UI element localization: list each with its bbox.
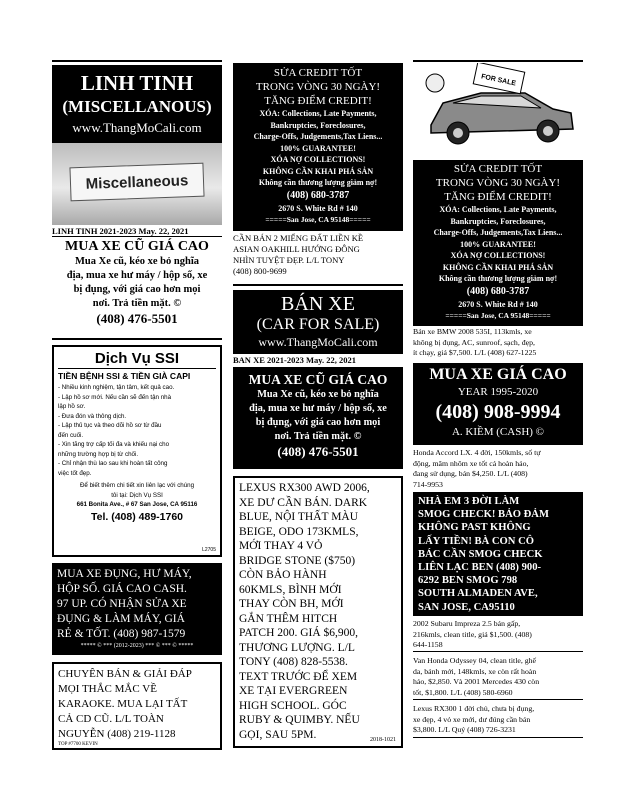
ad-ssi-code: L2705 <box>202 547 216 553</box>
ad-lexus-code: 2018-1021 <box>370 737 396 743</box>
ad-mua-xe-dung-line: RẺ & TỐT. (408) 987-1579 <box>57 628 186 640</box>
ad-lexus-line: PATCH 200. GIÁ $6,900, <box>239 627 359 639</box>
ad-lexus-line: THAY CÒN BH, MỚI <box>239 598 344 610</box>
car-sale-section-line: BAN XE 2021-2023 May. 22, 2021 <box>233 355 357 365</box>
ad-land-line: (408) 800-9699 <box>233 266 287 276</box>
ad-honda-line: 714-9953 <box>413 479 443 489</box>
misc-url: www.ThangMoCali.com <box>72 120 202 135</box>
ad-mua-xe-2 <box>233 367 403 469</box>
car-illustration <box>413 63 583 157</box>
ad-credit-2 <box>413 160 583 326</box>
ad-mua-xe-dung <box>52 563 222 655</box>
ad-lexus-line: MỚI THAY 4 VỎ <box>239 540 323 552</box>
ad-credit-2-detail-line: Bankruptcies, Foreclosures, <box>450 216 546 226</box>
ad-bmw-line: không bị đụng, AC, sunroof, sạch, đẹp, <box>413 337 535 347</box>
car-sale-title: BÁN XE <box>281 293 355 315</box>
ad-lexus-line: HIGH SCHOOL. GÓC <box>239 699 347 712</box>
ad-honda-line: Honda Accord LX. 4 đời, 150kmls, số tự <box>413 448 541 457</box>
ad-gia-cao-name: A. KIỀM (CASH) © <box>451 426 545 438</box>
ad-credit-2-phone: (408) 680-3787 <box>466 285 530 297</box>
ad-ssi-bullet: việc tốt đẹp. <box>58 469 92 477</box>
ad-lexus <box>233 476 403 748</box>
ad-lexus-line: GẮN THÊM HITCH <box>239 612 338 625</box>
ad-ssi-bullet: - Xin tăng trợ cấp tối đa và khiếu nại cho <box>58 441 170 448</box>
ad-land-line: NHÌN TUYỆT ĐẸP. L/L TONY <box>233 255 345 265</box>
ad-credit-1-detail <box>233 108 403 189</box>
ad-karaoke-code: TOP #7700 KEVIN <box>58 742 98 747</box>
ad-karaoke-line: MỌI THẮC MẮC VỀ <box>58 683 157 695</box>
ad-smog-body <box>418 495 578 614</box>
ad-ssi-contact-line: 661 Bonita Ave., # 67 San Jose, CA 95116 <box>76 501 198 508</box>
ad-karaoke-line: NGUYỄN (408) 219-1128 <box>58 728 176 740</box>
ad-mua-xe-1-title: MUA XE CŨ GIÁ CAO <box>65 239 209 254</box>
ad-land-line: CẦN BÁN 2 MIẾNG ĐẤT LIỀN KỀ <box>233 233 364 243</box>
ad-lexus-line: BLUE, NỘI THẤT MÀU <box>239 511 359 523</box>
car-sale-header <box>233 290 403 354</box>
ad-subaru-line: 644-1158 <box>413 640 443 649</box>
ad-mua-xe-1-line: Mua Xe cũ, kéo xe bỏ nghĩa <box>75 256 199 267</box>
ad-ssi-bullet: - Chỉ nhận thù lao sau khi hoàn tất công <box>58 460 168 467</box>
ad-karaoke-line: CHUYÊN BÁN & GIẢI ĐÁP <box>58 668 192 680</box>
ad-credit-1-address: 2670 S. White Rd # 140 <box>278 203 358 213</box>
ad-van-line: Van Honda Odyssey 04, clean title, ghế <box>413 656 536 665</box>
ad-ssi-subtitle: TIỀN BỆNH SSI & TIỀN GIÀ CAPI <box>58 371 191 381</box>
ad-credit-2-head <box>413 162 583 204</box>
ad-credit-2-detail-line: 100% GUARANTEE! <box>460 239 536 249</box>
ad-credit-2-head-line: SỬA CREDIT TỐT <box>453 163 543 175</box>
ad-subaru-line: 2002 Subaru Impreza 2.5 bán gấp, <box>413 619 521 628</box>
ad-lexus-line: TONY (408) 828-5538. <box>239 656 348 668</box>
ad-karaoke-line: CẢ CD CŨ. L/L TOÀN <box>58 713 164 725</box>
ad-credit-1-detail-line: Không cần thương lượng giảm nợ! <box>258 178 378 187</box>
ad-ssi-contact-line: tôi tại: Dịch Vụ SSI <box>111 491 163 499</box>
ad-mua-xe-2-line: bị đụng, với giá cao hơn mọi <box>255 417 381 428</box>
ad-subaru-line: 216kmls, clean title, giá $1,500. (408) <box>413 629 532 639</box>
ad-ssi-bullets <box>58 383 216 478</box>
ad-mua-xe-dung-line: ĐỤNG & LÀM MÁY, GIÁ <box>57 613 185 625</box>
ad-lexus-line: LEXUS RX300 AWD 2006, <box>239 482 370 494</box>
ad-land <box>233 233 403 281</box>
ad-smog-line: SMOG CHECK! BẢO ĐẢM <box>418 509 549 521</box>
ad-ssi-bullet: những trường hợp bị từ chối. <box>58 450 139 458</box>
ad-mua-xe-dung-footer: ***** © *** (2012-2023) *** © *** © ***** <box>80 643 194 649</box>
ad-mua-xe-1-line: địa, mua xe hư máy / hộp số, xe <box>66 270 208 281</box>
ad-gia-cao-years: YEAR 1995-2020 <box>457 386 539 398</box>
ad-mua-xe-1-body <box>52 255 222 311</box>
ad-mua-xe-1 <box>52 238 222 340</box>
ad-smog-line: LIÊN LẠC BEN (408) 900- <box>418 562 542 574</box>
ad-land-line: ASIAN OAKHILL HƯỚNG ĐÔNG <box>233 244 360 254</box>
ad-mua-xe-2-body <box>233 388 403 444</box>
top-rule-right <box>413 60 583 62</box>
ad-credit-2-detail-line: Không cần thương lượng giảm nợ! <box>438 274 558 283</box>
ad-smog-line: SAN JOSE, CA95110 <box>418 601 515 613</box>
ad-credit-1-head-line: TĂNG ĐIỂM CREDIT! <box>264 95 372 107</box>
ad-ssi-contact <box>58 481 216 510</box>
ad-karaoke-body <box>58 667 216 742</box>
ad-ssi-title: Dịch Vụ SSI <box>58 350 216 369</box>
ad-mua-xe-dung-body <box>57 567 217 642</box>
ad-mua-xe-dung-line: 97 UP. CÓ NHẬN SỬA XE <box>57 598 187 610</box>
ad-credit-2-head-line: TRONG VÒNG 30 NGÀY! <box>435 177 561 189</box>
ad-credit-2-detail-line: XÓA NỢ COLLECTIONS! <box>450 251 546 260</box>
ad-karaoke <box>52 662 222 750</box>
ad-smog-line: BÁC CẦN SMOG CHECK <box>418 548 543 560</box>
ad-lexus-body <box>239 481 397 742</box>
ad-honda-line: đang sử dụng, bán $4,250. L/L (408) <box>413 469 528 478</box>
ad-credit-1-head-line: SỬA CREDIT TỐT <box>273 67 363 79</box>
ad-credit-2-head-line: TĂNG ĐIỂM CREDIT! <box>444 191 552 203</box>
ad-smog-line: KHÔNG PAST KHÔNG <box>418 522 531 534</box>
ad-bmw-line: Bán xe BMW 2008 535I, 113kmls, xe <box>413 327 532 336</box>
ad-mua-xe-2-line: nơi. Trả tiền mặt. © <box>274 431 362 442</box>
ad-credit-2-detail <box>413 204 583 285</box>
ad-ssi-bullet: - Lập thủ tục và theo dõi hồ sơ từ đầu <box>58 422 162 429</box>
ad-credit-1-detail-line: XÓA NỢ COLLECTIONS! <box>270 155 366 164</box>
car-plate-text: FOR SALE <box>480 73 517 88</box>
ad-mua-xe-2-line: Mua Xe cũ, kéo xe bỏ nghĩa <box>257 389 379 400</box>
ad-credit-1-head <box>233 66 403 108</box>
ad-karaoke-line: KARAOKE. MUA LẠI TẤT <box>58 698 188 710</box>
ad-lexus-line: XE TẠI EVERGREEN <box>239 685 348 697</box>
ad-credit-1-head-line: TRONG VÒNG 30 NGÀY! <box>255 81 381 93</box>
misc-header <box>52 65 222 143</box>
ad-smog-line: SOUTH ALMADEN AVE, <box>418 588 538 600</box>
ad-smog-line: NHÀ EM 3 ĐỜI LÀM <box>418 496 520 507</box>
ad-lexus2-line: Lexus RX300 1 đời chủ, chưa bị đụng, <box>413 704 535 713</box>
ad-credit-1-detail-line: XÓA: Collections, Late Payments, <box>259 109 377 118</box>
ad-mua-xe-2-title: MUA XE CŨ GIÁ CAO <box>248 372 388 387</box>
ad-credit-2-detail-line: Charge-Offs, Judgements,Tax Liens... <box>433 228 563 237</box>
ad-lexus-line: CÒN BẢO HÀNH <box>239 569 327 581</box>
ad-bmw <box>413 327 583 361</box>
ad-gia-cao-phone: (408) 908-9994 <box>435 401 561 423</box>
car-for-sale-icon <box>413 63 583 157</box>
ad-ssi-bullet: lập hồ sơ. <box>58 403 86 410</box>
ad-smog-line: LẤY TIỀN! BÀ CON CÔ <box>418 535 534 547</box>
top-rule-left <box>52 60 222 62</box>
ad-credit-2-city: =====San Jose, CA 95148===== <box>445 310 551 320</box>
misc-section-line: LINH TINH 2021-2023 May. 22, 2021 <box>52 226 222 237</box>
car-sale-subtitle: (CAR FOR SALE) <box>256 316 380 333</box>
car-sale-url: www.ThangMoCali.com <box>258 335 378 349</box>
ad-ssi-bullet: đến cuối. <box>58 431 84 439</box>
ad-lexus-line: TEXT TRƯỚC ĐỂ XEM <box>239 670 358 683</box>
ad-mua-xe-dung-line: MUA XE ĐỤNG, HƯ MÁY, <box>57 568 192 580</box>
ad-credit-1-city: =====San Jose, CA 95148===== <box>265 214 371 224</box>
ad-mua-xe-1-line: bị đụng, với giá cao hơn mọi <box>73 284 201 295</box>
ad-gia-cao-title: MUA XE GIÁ CAO <box>429 366 567 383</box>
ad-mua-xe-2-line: địa, mua xe hư máy / hộp số, xe <box>249 403 387 414</box>
ad-subaru <box>413 619 583 652</box>
ad-lexus2-line: xe đẹp, 4 vỏ xe mới, dư đúng cần bán <box>413 714 531 724</box>
ad-gia-cao <box>413 363 583 445</box>
misc-subtitle: (MISCELLANOUS) <box>62 97 212 116</box>
ad-bmw-line: ít chạy, giá $7,500. L/L (408) 627-1225 <box>413 348 537 357</box>
ad-credit-1 <box>233 63 403 231</box>
ad-lexus2-line: $3,800. L/L Quý (408) 726-3231 <box>413 725 516 734</box>
ad-credit-2-address: 2670 S. White Rd # 140 <box>458 299 538 309</box>
ad-van-line: hảo, $2,850. Và 2001 Mercedes 430 còn <box>413 677 540 686</box>
ad-smog-line: 6292 BEN SMOG 798 <box>418 575 518 587</box>
ad-lexus-line: GỌI, SAU 5PM. <box>239 728 317 741</box>
ad-honda <box>413 448 583 492</box>
ad-lexus2 <box>413 704 583 738</box>
ad-mua-xe-2-phone: (408) 476-5501 <box>277 444 359 459</box>
ad-ssi-bullet: - Lập hồ sơ mới. Nếu cần sẽ đến tận nhà <box>58 393 172 401</box>
ad-lexus-line: 60KMLS, BÌNH MỚI <box>239 583 342 596</box>
misc-title: LINH TINH <box>80 71 194 95</box>
ad-lexus-line: BEIGE, ODO 173KMLS, <box>239 525 359 538</box>
ad-credit-2-detail-line: XÓA: Collections, Late Payments, <box>439 205 557 214</box>
mid-rule <box>233 284 403 286</box>
misc-sign-image <box>52 143 222 225</box>
ad-mua-xe-dung-line: HỘP SỐ. GIÁ CAO CASH. <box>57 583 187 595</box>
ad-van-line: tốt, $1,800. L/L (408) 580-6960 <box>413 687 513 697</box>
ad-credit-1-phone: (408) 680-3787 <box>286 189 350 201</box>
ad-ssi-phone: Tel. (408) 489-1760 <box>90 510 184 523</box>
ad-ssi-bullet: - Nhiều kinh nghiệm, tận tâm, kết quả cao. <box>58 384 175 391</box>
ad-ssi-bullet: - Đưa đón và thông dịch. <box>58 412 127 420</box>
ad-smog <box>413 492 583 616</box>
ad-mua-xe-1-line: nơi. Trả tiền mặt. © <box>92 298 182 309</box>
ad-ssi <box>52 345 222 557</box>
ad-van-line: da, bánh mới, 148kmls, xe còn rất hoàn <box>413 666 537 676</box>
ad-lexus-line: XE DƯ CẦN BÁN. DARK <box>239 496 368 509</box>
ad-lexus-line: RUBY & QUIMBY. NẾU <box>239 714 360 726</box>
ad-honda-line: động, mâm nhôm xe tốt cả hoàn hảo, <box>413 458 529 468</box>
ad-credit-1-detail-line: Bankruptcies, Foreclosures, <box>270 120 366 130</box>
ad-lexus-line: THƯƠNG LƯỢNG. L/L <box>239 641 355 654</box>
misc-sign-text: Miscellaneous <box>69 163 204 202</box>
ad-credit-2-detail-line: KHÔNG CẦN KHAI PHÁ SẢN <box>442 262 554 272</box>
ad-credit-1-detail-line: KHÔNG CẦN KHAI PHÁ SẢN <box>262 166 374 176</box>
ad-van <box>413 656 583 700</box>
ad-credit-1-detail-line: Charge-Offs, Judgements,Tax Liens... <box>253 132 383 141</box>
ad-ssi-contact-line: Để biết thêm chi tiết xin liên lạc với chúng <box>79 482 195 489</box>
ad-mua-xe-1-phone: (408) 476-5501 <box>96 311 178 326</box>
ad-credit-1-detail-line: 100% GUARANTEE! <box>280 143 356 153</box>
ad-lexus-line: BRIDGE STONE ($750) <box>239 554 356 567</box>
